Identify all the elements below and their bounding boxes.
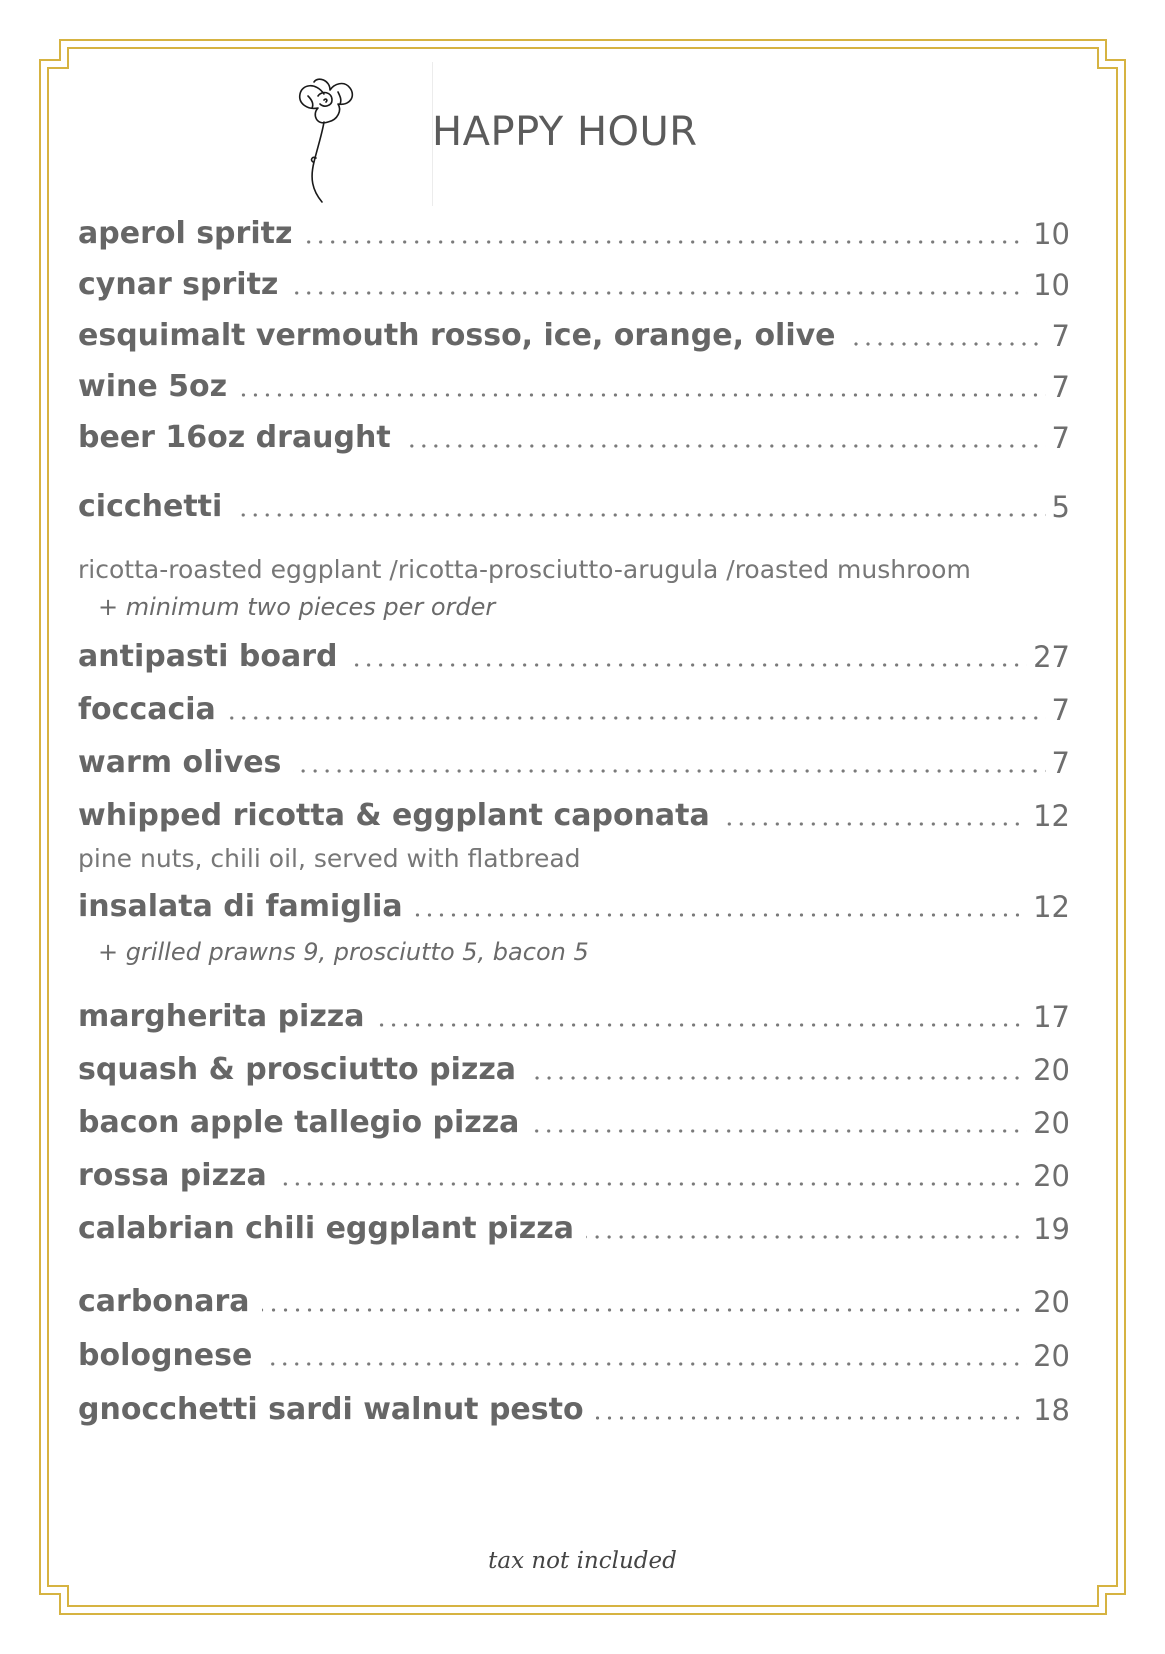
menu-item-wine bbox=[78, 359, 1070, 407]
menu-item-squash-prosciutto-pizza bbox=[78, 1042, 1070, 1090]
dot-leader bbox=[290, 291, 1027, 295]
menu-item-calabrian-chili-pizza bbox=[78, 1201, 1070, 1249]
item-name: rossa pizza bbox=[78, 1158, 267, 1193]
menu-item-esquimalt-vermouth bbox=[78, 308, 1070, 356]
menu-item-bacon-apple-pizza bbox=[78, 1095, 1070, 1143]
dot-leader bbox=[279, 1182, 1027, 1186]
dot-leader bbox=[228, 716, 1046, 720]
item-name: foccacia bbox=[78, 692, 216, 727]
menu-item-foccacia bbox=[78, 682, 1070, 730]
dot-leader bbox=[264, 1362, 1027, 1366]
item-name: gnocchetti sardi walnut pesto bbox=[78, 1392, 584, 1427]
menu-item-cicchetti bbox=[78, 479, 1070, 527]
dot-leader bbox=[304, 240, 1027, 244]
dot-leader bbox=[722, 822, 1027, 826]
item-price: 5 bbox=[1051, 490, 1070, 524]
item-name: bolognese bbox=[78, 1338, 253, 1373]
item-note: + grilled prawns 9, prosciutto 5, bacon 5 bbox=[98, 938, 589, 966]
item-name: warm olives bbox=[78, 745, 282, 780]
dot-leader bbox=[293, 769, 1045, 773]
item-name: esquimalt vermouth rosso, ice, orange, olive bbox=[78, 318, 836, 353]
dot-leader bbox=[403, 444, 1046, 448]
item-price: 7 bbox=[1051, 693, 1070, 727]
menu-item-whipped-ricotta bbox=[78, 788, 1070, 836]
rose-sketch-icon bbox=[294, 74, 360, 204]
menu-item-rossa-pizza bbox=[78, 1148, 1070, 1196]
dot-leader bbox=[596, 1416, 1028, 1420]
item-price: 10 bbox=[1033, 268, 1070, 302]
item-price: 19 bbox=[1033, 1212, 1070, 1246]
item-name: insalata di famiglia bbox=[78, 889, 403, 924]
dot-leader bbox=[349, 663, 1027, 667]
item-name: aperol spritz bbox=[78, 216, 293, 251]
item-name: bacon apple tallegio pizza bbox=[78, 1105, 520, 1140]
menu-item-cynar-spritz bbox=[78, 257, 1070, 305]
item-name: whipped ricotta & eggplant caponata bbox=[78, 798, 710, 833]
dot-leader bbox=[586, 1235, 1027, 1239]
item-price: 12 bbox=[1033, 799, 1070, 833]
menu-item-carbonara bbox=[78, 1274, 1070, 1322]
menu-item-aperol-spritz bbox=[78, 206, 1070, 254]
item-price: 20 bbox=[1033, 1053, 1070, 1087]
item-name: calabrian chili eggplant pizza bbox=[78, 1211, 574, 1246]
item-price: 20 bbox=[1033, 1339, 1070, 1373]
item-name: cicchetti bbox=[78, 489, 223, 524]
menu-item-warm-olives bbox=[78, 735, 1070, 783]
item-name: squash & prosciutto pizza bbox=[78, 1052, 517, 1087]
item-description: ricotta-roasted eggplant /ricotta-prosciutto-arugula /roasted mushroom bbox=[78, 555, 971, 584]
dot-leader bbox=[377, 1023, 1028, 1027]
dot-leader bbox=[848, 342, 1046, 346]
menu-item-beer bbox=[78, 410, 1070, 458]
item-price: 20 bbox=[1033, 1285, 1070, 1319]
dot-leader bbox=[415, 913, 1027, 917]
dot-leader bbox=[528, 1076, 1027, 1080]
page-title: HAPPY HOUR bbox=[432, 109, 698, 155]
item-price: 20 bbox=[1033, 1106, 1070, 1140]
item-price: 12 bbox=[1033, 890, 1070, 924]
dot-leader bbox=[239, 393, 1045, 397]
item-price: 7 bbox=[1051, 319, 1070, 353]
item-note: + minimum two pieces per order bbox=[98, 593, 496, 621]
item-name: beer 16oz draught bbox=[78, 420, 391, 455]
tax-note: tax not included bbox=[488, 1548, 677, 1574]
menu-item-gnocchetti bbox=[78, 1382, 1070, 1430]
item-price: 18 bbox=[1033, 1393, 1070, 1427]
item-name: margherita pizza bbox=[78, 999, 365, 1034]
item-name: cynar spritz bbox=[78, 267, 279, 302]
item-name: antipasti board bbox=[78, 639, 338, 674]
menu-item-antipasti-board bbox=[78, 629, 1070, 677]
item-name: wine 5oz bbox=[78, 369, 228, 404]
dot-leader bbox=[234, 513, 1045, 517]
item-description: pine nuts, chili oil, served with flatbread bbox=[78, 844, 581, 873]
item-price: 10 bbox=[1033, 217, 1070, 251]
dot-leader bbox=[262, 1308, 1028, 1312]
item-name: carbonara bbox=[78, 1284, 250, 1319]
item-price: 27 bbox=[1033, 640, 1070, 674]
item-price: 7 bbox=[1051, 746, 1070, 780]
menu-item-insalata bbox=[78, 879, 1070, 927]
item-price: 7 bbox=[1051, 421, 1070, 455]
dot-leader bbox=[531, 1129, 1027, 1133]
item-price: 20 bbox=[1033, 1159, 1070, 1193]
item-price: 7 bbox=[1051, 370, 1070, 404]
item-price: 17 bbox=[1033, 1000, 1070, 1034]
menu-item-margherita-pizza bbox=[78, 989, 1070, 1037]
menu-item-bolognese bbox=[78, 1328, 1070, 1376]
